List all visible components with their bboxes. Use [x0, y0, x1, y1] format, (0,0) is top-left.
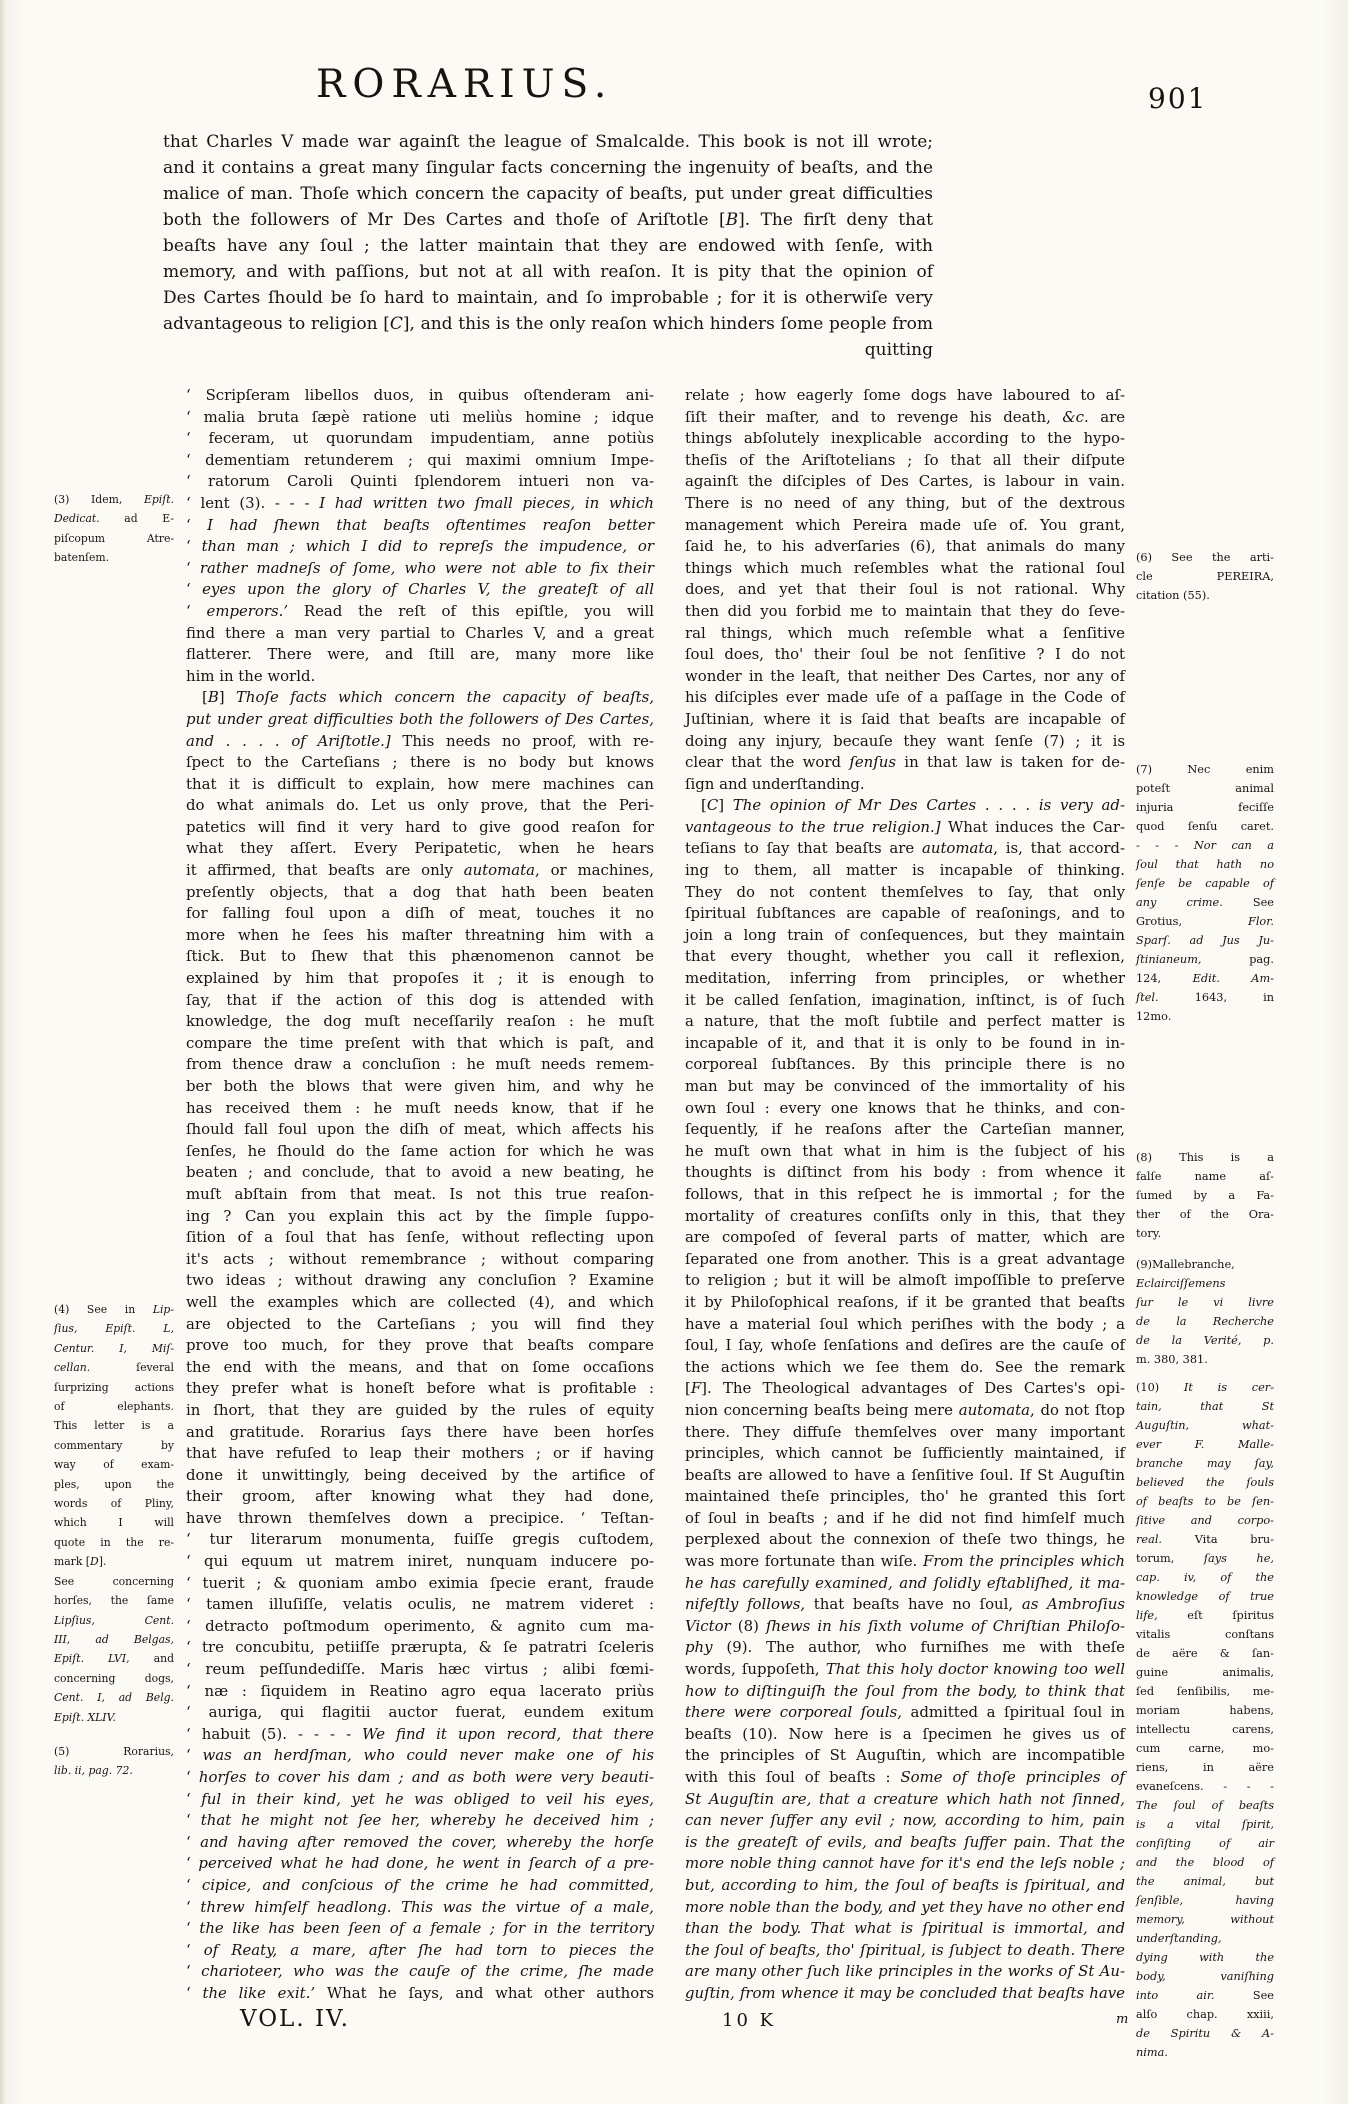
- text-line: ſoul that hath no: [1136, 858, 1274, 871]
- text-line: guſtin, from whence it may be concluded that beaſts have: [685, 1983, 1125, 2002]
- text-line: man but may be convinced of the immortality of his: [685, 1077, 1125, 1095]
- text-line: ‘ tur literarum monumenta, fuiſſe gregis cuſtodem,: [186, 1530, 654, 1549]
- text-line: ‘ perceived what he had done, he went in ſearch of a pre-: [186, 1854, 655, 1873]
- text-line: ſition of a ſoul that has ſenſe, without reflecting upon: [186, 1228, 654, 1247]
- text-line: ſenſible, having: [1136, 1894, 1274, 1907]
- text-line: 12mo.: [1136, 1010, 1172, 1023]
- text-line: beaten ; and conclude, that to avoid a new beating, he: [186, 1163, 654, 1182]
- text-line: ſed ſenſibilis, me-: [1136, 1685, 1274, 1698]
- text-line: they prefer what is honeſt before what is profitable :: [186, 1379, 654, 1398]
- text-line: but, according to him, the ſoul of beaſts is ſpiritual, and: [685, 1875, 1125, 1894]
- text-line: ‘ horſes to cover his dam ; and as both were very beauti-: [186, 1768, 654, 1786]
- text-line: 124, Edit. Am-: [1136, 972, 1274, 985]
- text-line: advantageous to religion [C], and this is the only reaſon which hinders ſome people from: [163, 314, 934, 334]
- right-column: [685, 385, 1125, 2005]
- text-line: nifeſtly follows, that beaſts have no ſoul, as Ambroſius: [685, 1595, 1126, 1614]
- text-line: his diſciples ever made uſe of a paſſage in the Code of: [685, 688, 1125, 707]
- text-line: into air. See: [1136, 1989, 1274, 2002]
- text-line: commentary by: [54, 1438, 174, 1452]
- text-line: nima.: [1136, 2046, 1168, 2059]
- text-line: prove too much, for they prove that beaſts compare: [186, 1336, 654, 1355]
- text-line: ber both the blows that were given him, and why he: [186, 1077, 654, 1095]
- text-line: ‘ tuerit ; & quoniam ambo eximia ſpecie erant, fraude: [186, 1573, 654, 1592]
- text-line: ‘ reum peſſundediſſe. Maris hæc virtus ; alibi fœmi-: [186, 1660, 654, 1679]
- text-line: ‘ the like exit.’ What he ſays, and what other authors: [186, 1983, 655, 2002]
- text-line: citation (55).: [1136, 589, 1210, 602]
- text-line: two ideas ; without drawing any concluſion ? Examine: [186, 1271, 654, 1290]
- text-line: falſe name aſ-: [1136, 1170, 1274, 1183]
- margin-note-9: [1136, 1255, 1274, 1369]
- text-line: ſumed by a Fa-: [1136, 1189, 1274, 1202]
- text-line: nion concerning beaſts being mere automata, do not ſtop: [685, 1400, 1125, 1419]
- text-line: clear that the word ſenſus in that law is taken for de-: [685, 753, 1125, 772]
- intro-paragraph: [163, 129, 933, 363]
- text-line: They do not content themſelves to ſay, that only: [685, 882, 1125, 901]
- text-line: Auguſtin, what-: [1136, 1419, 1274, 1432]
- text-line: ſitive and corpo-: [1136, 1514, 1274, 1527]
- text-line: that it is difficult to explain, how mere machines can: [186, 774, 654, 793]
- text-line: is a vital ſpirit,: [1136, 1818, 1274, 1831]
- text-line: cum carne, mo-: [1136, 1742, 1274, 1755]
- text-line: and it contains a great many ſingular facts concerning the ingenuity of beaſts, and the: [163, 158, 933, 178]
- text-line: ‘ rather madneſs of ſome, who were not able to fix their: [186, 558, 654, 577]
- text-line: theſis of the Ariſtotelians ; ſo that all their diſpute: [685, 450, 1125, 469]
- text-line: teſians to ſay that beaſts are automata, is, that accord-: [685, 839, 1125, 858]
- text-line: he has carefully examined, and ſolidly eſtabliſhed, it ma-: [685, 1573, 1125, 1592]
- text-line: ‘ lent (3). - - - I had written two ſmall pieces, in which: [186, 493, 654, 512]
- text-line: more when he ſees his maſter threatning him with a: [186, 925, 654, 944]
- text-line: poteſt animal: [1136, 782, 1274, 795]
- text-line: injuria feciſſe: [1136, 801, 1274, 814]
- text-line: compare the time preſent with that which is paſt, and: [186, 1033, 654, 1052]
- text-line: branche may ſay,: [1136, 1457, 1274, 1470]
- text-line: well the examples which are collected (4), and which: [186, 1292, 654, 1311]
- text-line: guine animalis,: [1136, 1666, 1274, 1679]
- margin-note-8: [1136, 1148, 1274, 1243]
- text-line: ſoul does, tho' their ſoul be not ſenſitive ? I do not: [685, 645, 1125, 664]
- text-line: (8) This is a: [1136, 1151, 1274, 1164]
- text-line: quitting: [864, 340, 933, 360]
- text-line: torum, ſays he,: [1136, 1552, 1274, 1565]
- text-line: - - - Nor can a: [1136, 839, 1275, 852]
- text-line: and . . . . of Ariſtotle.] This needs no proof, with re-: [186, 731, 654, 750]
- text-line: are compoſed of ſeveral parts of matter, which are: [685, 1228, 1125, 1247]
- text-line: have thrown themſelves down a precipice. ‘ Teſtan-: [186, 1508, 654, 1527]
- text-line: that have refuſed to leap their mothers ; or if having: [186, 1444, 654, 1463]
- left-column: [186, 385, 654, 2005]
- text-line: ſtinianeum, pag.: [1136, 953, 1274, 966]
- page-number: 901: [1148, 82, 1208, 115]
- text-line: Cent. I, ad Belg.: [54, 1691, 174, 1705]
- text-line: ‘ of Reaty, a mare, after ſhe had torn to pieces the: [186, 1940, 655, 1959]
- text-line: ‘ ful in their kind, yet he was obliged to veil his eyes,: [186, 1789, 654, 1808]
- text-line: does, and yet that their ſoul is not rational. Why: [685, 580, 1125, 599]
- text-line: mortality of creatures conſiſts only in this, that they: [685, 1206, 1125, 1225]
- text-line: follows, that in this reſpect he is immortal ; for the: [685, 1184, 1125, 1203]
- text-line: (5) Rorarius,: [54, 1745, 174, 1758]
- text-line: put under great difficulties both the followers of Des Cartes,: [186, 709, 654, 728]
- text-line: de la Recherche: [1136, 1315, 1274, 1328]
- text-line: what they aſſert. Every Peripatetic, when he hears: [186, 839, 654, 858]
- text-line: ever F. Malle-: [1136, 1438, 1274, 1451]
- margin-note-6: [1136, 548, 1274, 605]
- text-line: Epiſt. LVI, and: [54, 1652, 174, 1666]
- text-line: [F]. The Theological advantages of Des Cartes's opi-: [685, 1379, 1125, 1398]
- text-line: againſt the diſciples of Des Cartes, is labour in vain.: [685, 472, 1125, 491]
- text-line: way of exam-: [54, 1458, 174, 1472]
- text-line: preſently objects, that a dog that hath been beaten: [186, 882, 654, 901]
- text-line: both the followers of Mr Des Cartes and thoſe of Ariſtotle [B]. The firſt deny that: [163, 210, 933, 230]
- text-line: ‘ I had ſhewn that beaſts oftentimes reaſon better: [186, 515, 655, 534]
- text-line: cle PEREIRA,: [1136, 570, 1274, 583]
- text-line: (7) Nec enim: [1136, 763, 1274, 776]
- text-line: (9)Mallebranche,: [1136, 1258, 1235, 1271]
- text-line: things abſolutely inexplicable according to the hypo-: [685, 429, 1125, 448]
- text-line: ‘ feceram, ut quorundam impudentiam, anne potiùs: [186, 429, 654, 448]
- text-line: ‘ auriga, qui flagitii auctor fuerat, eundem exitum: [186, 1703, 654, 1722]
- text-line: management which Pereira made uſe of. You grant,: [685, 515, 1125, 534]
- text-line: concerning dogs,: [54, 1671, 174, 1685]
- text-line: any crime. See: [1136, 896, 1274, 909]
- text-line: ſequently, if he reaſons after the Carteſian manner,: [685, 1120, 1125, 1139]
- text-line: cap. iv, of the: [1136, 1571, 1274, 1584]
- text-line: find there a man very partial to Charles V, and a great: [186, 623, 654, 642]
- text-line: ‘ charioteer, who was the cauſe of the crime, ſhe made: [186, 1962, 654, 1981]
- text-line: ‘ malia bruta ſæpè ratione uti meliùs homine ; idque: [186, 407, 654, 426]
- text-line: III, ad Belgas,: [54, 1632, 174, 1646]
- text-line: ‘ dementiam retunderem ; qui maximi omnium Impe-: [186, 450, 654, 469]
- text-line: Lipſius, Cent.: [54, 1613, 174, 1627]
- text-line: done it unwittingly, being deceived by the artifice of: [186, 1465, 654, 1484]
- text-line: tain, that St: [1136, 1400, 1274, 1413]
- text-line: more noble thing cannot have for it's end the leſs noble ;: [685, 1854, 1125, 1873]
- text-line: (6) See the arti-: [1136, 551, 1274, 564]
- text-line: m. 380, 381.: [1136, 1353, 1208, 1366]
- text-line: to religion ; but it will be almoſt impoſſible to preſerve: [685, 1271, 1125, 1290]
- text-line: ſign and underſtanding.: [685, 774, 865, 793]
- text-line: quote in the re-: [54, 1535, 174, 1549]
- text-line: (3) Idem, Epiſt.: [54, 493, 174, 506]
- text-line: him in the world.: [186, 666, 316, 685]
- text-line: phy (9). The author, who furniſhes me with theſe: [685, 1638, 1125, 1657]
- text-line: words, ſuppoſeth, That this holy doctor knowing too well: [685, 1660, 1125, 1679]
- text-line: Epiſt. XLIV.: [54, 1710, 116, 1724]
- text-line: more noble than the body, and yet they have no other end: [685, 1897, 1125, 1916]
- text-line: that every thought, whether you call it reflexion,: [685, 947, 1125, 966]
- margin-note-7: [1136, 760, 1274, 1026]
- text-line: ſiſt their maſter, and to revenge his death, &c. are: [685, 407, 1126, 426]
- text-line: ‘ ratorum Caroli Quinti ſplendorem intueri non va-: [186, 472, 654, 491]
- text-line: cellan. ſeveral: [54, 1361, 174, 1375]
- text-line: ſpiritual ſubſtances are capable of reaſonings, and to: [685, 904, 1125, 923]
- text-line: ‘ the like has been ſeen of a female ; for in the territory: [186, 1919, 654, 1938]
- text-line: beaſts have any ſoul ; the latter maintain that they are endowed with ſenſe, with: [163, 236, 933, 256]
- text-line: de la Verité, p.: [1136, 1334, 1274, 1347]
- text-line: [B] Thoſe facts which concern the capacity of beaſts,: [202, 688, 654, 707]
- text-line: tory.: [1136, 1227, 1162, 1240]
- text-line: are many other ſuch like principles in the works of St Au-: [685, 1962, 1125, 1981]
- text-line: the animal, but: [1136, 1875, 1274, 1888]
- text-line: beaſts are allowed to have a ſenſitive ſoul. If St Auguſtin: [685, 1465, 1125, 1484]
- text-line: of ſoul in beaſts ; and if he did not find himſelf much: [685, 1508, 1125, 1527]
- text-line: ‘ threw himſelf headlong. This was the virtue of a male,: [186, 1897, 655, 1916]
- margin-note-4: [54, 1300, 174, 1727]
- text-line: See concerning: [54, 1574, 174, 1588]
- text-line: words of Pliny,: [54, 1497, 174, 1511]
- text-line: batenſem.: [54, 551, 110, 565]
- text-line: has received them : he muſt needs know, that if he: [186, 1098, 654, 1117]
- text-line: of beaſts to be ſen-: [1136, 1495, 1274, 1508]
- volume-label: VOL. IV.: [240, 2006, 350, 2032]
- text-line: de aëre & ſan-: [1136, 1647, 1274, 1660]
- text-line: (4) See in Lip-: [54, 1303, 174, 1316]
- text-line: ther of the Ora-: [1136, 1208, 1274, 1221]
- text-line: the end with the means, and that on ſome occaſions: [186, 1357, 654, 1376]
- text-line: ſtick. But to ſhew that this phænomenon cannot be: [186, 947, 654, 966]
- text-line: it's acts ; without remembrance ; without comparing: [186, 1249, 654, 1268]
- text-line: do what animals do. Let us only prove, that the Peri-: [186, 796, 654, 815]
- text-line: flatterer. There were, and ſtill are, many more like: [186, 645, 654, 664]
- text-line: principles, which cannot be ſufficiently maintained, if: [685, 1444, 1125, 1463]
- text-line: the principles of St Auguſtin, which are incompatible: [685, 1746, 1125, 1765]
- text-line: and gratitude. Rorarius ſays there have been horſes: [186, 1422, 654, 1441]
- text-line: moriam habens,: [1136, 1704, 1274, 1717]
- text-line: ſenſe be capable of: [1136, 877, 1274, 890]
- text-line: explained by him that propoſes it ; it is enough to: [186, 969, 654, 988]
- text-line: ſurprizing actions: [54, 1380, 174, 1394]
- text-line: ſaid he, to his adverſaries (6), that animals do many: [685, 537, 1125, 556]
- text-line: ‘ næ : ſiquidem in Reatino agro equa lacerato priùs: [186, 1681, 654, 1700]
- text-line: intellectu carens,: [1136, 1723, 1274, 1736]
- text-line: ‘ tamen illuſiſſe, velatis oculis, ne matrem videret :: [186, 1595, 654, 1614]
- text-line: de Spiritu & A-: [1136, 2027, 1274, 2040]
- text-line: ſoul, I ſay, whoſe ſenſations and deſires are the cauſe of: [685, 1336, 1125, 1355]
- text-line: there were corporeal ſouls, admitted a ſpiritual ſoul in: [685, 1703, 1126, 1722]
- text-line: Dedicat. ad E-: [54, 512, 174, 526]
- text-line: corporeal ſubſtances. By this principle there is no: [685, 1055, 1125, 1074]
- text-line: beaſts (10). Now here is a ſpecimen he gives us of: [685, 1724, 1125, 1743]
- text-line: evaneſcens. - - -: [1136, 1780, 1274, 1793]
- text-line: malice of man. Thoſe which concern the capacity of beaſts, put under great difficulties: [163, 184, 933, 204]
- text-line: maintained theſe principles, tho' he granted this ſort: [685, 1487, 1125, 1506]
- text-line: in ſhort, that they are guided by the rules of equity: [186, 1400, 654, 1419]
- text-line: ſhould fall foul upon the diſh of meat, which affects his: [186, 1120, 654, 1139]
- text-line: [C] The opinion of Mr Des Cartes . . . . is very ad-: [701, 796, 1125, 815]
- text-line: the ſoul of beaſts, tho' ſpiritual, is ſubject to death. There: [685, 1940, 1125, 1959]
- text-line: ſur le vi livre: [1136, 1296, 1274, 1309]
- margin-note-5: [54, 1742, 174, 1781]
- text-line: he muſt own that what in him is the ſubject of his: [685, 1141, 1125, 1160]
- text-line: St Auguſtin are, that a creature which hath not ſinned,: [685, 1789, 1125, 1808]
- text-line: This letter is a: [54, 1419, 174, 1433]
- text-line: horſes, the ſame: [54, 1594, 174, 1608]
- text-line: own ſoul : every one knows that he thinks, and con-: [685, 1098, 1125, 1117]
- text-line: their groom, after knowing what they had done,: [186, 1487, 654, 1506]
- text-line: memory, and with paſſions, but not at all with reaſon. It is pity that the opinion of: [163, 262, 933, 282]
- text-line: ‘ and having after removed the cover, whereby the horſe: [186, 1832, 654, 1851]
- page-title: RORARIUS.: [316, 62, 614, 107]
- text-line: Des Cartes ſhould be ſo hard to maintain, and ſo improbable ; for it is otherwiſe very: [163, 288, 933, 308]
- text-line: knowledge of true: [1136, 1590, 1274, 1603]
- text-line: The ſoul of beaſts: [1136, 1799, 1274, 1812]
- text-line: it affirmed, that beaſts are only automata, or machines,: [186, 861, 654, 880]
- text-line: quod ſenſu caret.: [1136, 820, 1274, 833]
- text-line: riens, in aëre: [1136, 1761, 1274, 1774]
- text-line: doing any injury, becauſe they want ſenſe (7) ; it is: [685, 731, 1125, 750]
- text-line: Eclairciſſemens: [1136, 1277, 1226, 1290]
- text-line: ‘ that he might not ſee her, whereby he deceived him ;: [186, 1811, 655, 1830]
- text-line: believed the ſouls: [1136, 1476, 1274, 1489]
- text-line: piſcopum Atre-: [54, 531, 174, 545]
- text-line: ſenſes, he ſhould do the ſame action for which he was: [186, 1141, 654, 1160]
- text-line: of elephants.: [54, 1400, 174, 1414]
- text-line: is the greateſt of evils, and beaſts ſuffer pain. That the: [685, 1832, 1125, 1851]
- text-line: then did you forbid me to maintain that they do ſeve-: [685, 601, 1125, 620]
- text-line: ‘ detracto poſtmodum operimento, & agnito cum ma-: [186, 1616, 654, 1635]
- text-line: alſo chap. xxiii,: [1136, 2008, 1274, 2021]
- text-line: dying with the: [1136, 1951, 1274, 1964]
- text-line: patetics will find it very hard to give good reaſon for: [186, 817, 654, 836]
- text-line: relate ; how eagerly ſome dogs have laboured to aſ-: [685, 386, 1125, 404]
- text-line: wonder in the leaſt, that neither Des Cartes, nor any of: [685, 666, 1125, 685]
- text-line: can never ſuffer any evil ; now, according to him, pain: [685, 1811, 1125, 1830]
- text-line: real. Vita bru-: [1136, 1533, 1274, 1546]
- text-line: ‘ cipice, and conſcious of the crime he had committed,: [186, 1875, 655, 1894]
- text-line: there. They diffuſe themſelves over many important: [685, 1422, 1125, 1441]
- text-line: a nature, that the moſt ſubtile and perfect matter is: [685, 1012, 1125, 1031]
- text-line: ‘ Scripſeram libellos duos, in quibus oſtenderam ani-: [186, 386, 654, 404]
- text-line: thoughts is diſtinct from his body : from whence it: [685, 1163, 1125, 1182]
- text-line: memory, without: [1136, 1913, 1274, 1926]
- text-line: underſtanding,: [1136, 1932, 1222, 1945]
- text-line: things which much reſembles what the rational ſoul: [685, 558, 1125, 577]
- text-line: vantageous to the true religion.] What induces the Car-: [685, 817, 1126, 836]
- text-line: that Charles V made war againſt the league of Smalcalde. This book is not ill wrote;: [163, 132, 933, 152]
- text-line: for falling foul upon a diſh of meat, touches it no: [186, 904, 654, 923]
- text-line: perplexed about the connexion of theſe two things, he: [685, 1530, 1125, 1549]
- margin-note-3: [54, 490, 174, 568]
- text-line: Grotius, Flor.: [1136, 915, 1274, 928]
- text-line: ‘ than man ; which I did to repreſs the impudence, or: [186, 537, 654, 556]
- text-line: was more fortunate than wiſe. From the principles which: [685, 1552, 1125, 1571]
- text-line: ing ? Can you explain this act by the ſimple ſuppo-: [186, 1206, 654, 1225]
- text-line: lib. ii, pag. 72.: [54, 1764, 133, 1778]
- text-line: ‘ eyes upon the glory of Charles V, the greateſt of all: [186, 580, 654, 599]
- text-line: than the body. That what is ſpiritual is immortal, and: [685, 1919, 1125, 1938]
- signature-mark: 10 K: [722, 2010, 777, 2031]
- text-line: ‘ habuit (5). - - - - We find it upon record, that there: [186, 1724, 654, 1743]
- text-line: ‘ tre concubitu, petiiſſe prærupta, & ſe patratri ſceleris: [186, 1638, 654, 1657]
- text-line: meditation, inferring from principles, or whether: [685, 969, 1125, 988]
- text-line: body, vaniſhing: [1136, 1970, 1274, 1983]
- margin-note-10: [1136, 1378, 1274, 2062]
- text-line: ral things, which much reſemble what a ſenſitive: [685, 623, 1125, 642]
- text-line: vitalis conſtans: [1136, 1628, 1274, 1641]
- text-line: it by Philoſophical reaſons, if it be granted that beaſts: [685, 1292, 1125, 1311]
- text-line: have a material ſoul which periſhes with the body ; a: [685, 1314, 1125, 1333]
- text-line: from thence draw a concluſion : he muſt needs remem-: [186, 1055, 654, 1074]
- text-line: how to diſtinguiſh the ſoul from the body, to think that: [685, 1681, 1125, 1700]
- text-line: and the blood of: [1136, 1856, 1274, 1869]
- text-line: knowledge, the dog muſt neceſſarily reaſon : he muſt: [186, 1012, 654, 1031]
- text-line: incapable of it, and that it is only to be found in in-: [685, 1033, 1125, 1052]
- text-line: Victor (8) ſhews in his ſixth volume of Chriſtian Philoſo-: [685, 1616, 1125, 1635]
- text-line: muſt abſtain from that meat. Is not this true reaſon-: [186, 1184, 654, 1203]
- text-line: conſiſting of air: [1136, 1837, 1274, 1850]
- text-line: ſtel. 1643, in: [1136, 991, 1274, 1004]
- text-line: which I will: [54, 1516, 174, 1530]
- text-line: ‘ qui equum ut matrem iniret, nunquam inducere po-: [186, 1552, 654, 1571]
- text-line: (10) It is cer-: [1136, 1381, 1275, 1394]
- text-line: are objected to the Carteſians ; you will find they: [186, 1314, 654, 1333]
- text-line: There is no need of any thing, but of the dextrous: [685, 493, 1125, 512]
- text-line: ples, upon the: [54, 1477, 174, 1491]
- text-line: Sparſ. ad Jus Ju-: [1136, 934, 1274, 947]
- text-line: ‘ was an herdſman, who could never make one of his: [186, 1746, 655, 1765]
- text-line: ſpect to the Carteſians ; there is no body but knows: [186, 753, 654, 772]
- text-line: mark [D].: [54, 1555, 107, 1569]
- text-line: it be called ſenſation, imagination, inſtinct, is of ſuch: [685, 990, 1125, 1009]
- catchword: m: [1116, 2012, 1129, 2027]
- text-line: ‘ emperors.’ Read the reſt of this epiſtle, you will: [186, 601, 655, 620]
- text-line: join a long train of conſequences, but they maintain: [685, 925, 1125, 944]
- text-line: ſay, that if the action of this dog is attended with: [186, 990, 654, 1009]
- text-line: with this ſoul of beaſts : Some of thoſe principles of: [685, 1768, 1125, 1786]
- text-line: life, eſt ſpiritus: [1136, 1609, 1274, 1622]
- text-line: ing to them, all matter is incapable of thinking.: [685, 861, 1125, 880]
- text-line: Centur. I, Miſ-: [54, 1341, 174, 1355]
- text-line: Juſtinian, where it is ſaid that beaſts are incapable of: [685, 709, 1125, 728]
- text-line: ſeparated one from another. This is a great advantage: [685, 1249, 1125, 1268]
- text-line: the actions which we ſee them do. See the remark: [685, 1357, 1125, 1376]
- text-line: ſius, Epiſt. L,: [54, 1322, 174, 1336]
